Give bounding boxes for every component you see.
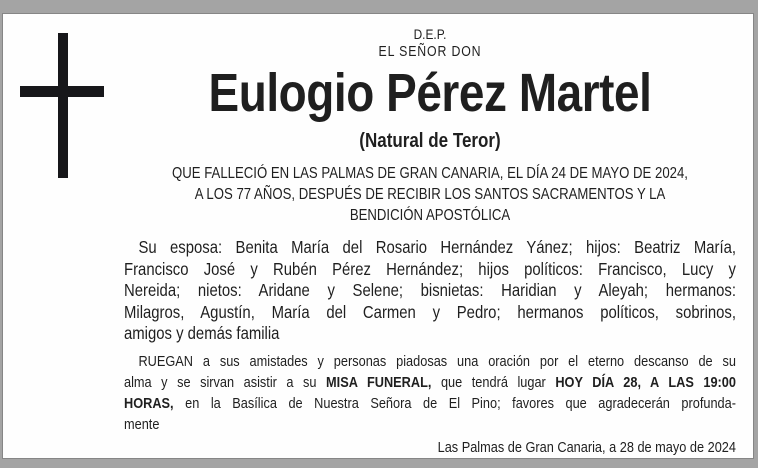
text-line: [124, 163, 736, 184]
notice-text-column: [124, 25, 736, 458]
text-segment: Nereida; nietos: Aridane y Selene; bisnietas: Haridian y Aleyah; hermanos:: [124, 280, 736, 300]
text-segment: Su esposa: Benita María del Rosario Hernández Yánez; hijos: Beatriz María,: [138, 237, 736, 257]
text-line: [124, 372, 736, 393]
cross-horizontal-bar: [20, 86, 104, 97]
text-line: [124, 184, 736, 205]
text-line: [124, 280, 736, 302]
text-line: [124, 237, 736, 259]
cross-icon: [20, 33, 104, 178]
dep-abbreviation: D.E.P.: [413, 26, 447, 42]
text-segment: amigos y demás familia: [124, 323, 280, 343]
bold-text-segment: HOY DÍA 28, A LAS 19:00: [555, 373, 736, 391]
honorific-line: EL SEÑOR DON: [378, 44, 482, 60]
text-segment: en la Basílica de Nuestra Señora de El Pino; favores que agradecerán profunda-: [173, 394, 737, 412]
obituary-card: [2, 13, 754, 459]
text-segment: que tendrá lugar: [431, 373, 556, 391]
plea-paragraph: [124, 351, 736, 435]
closing-place-date: Las Palmas de Gran Canaria, a 28 de mayo de 2024: [437, 438, 736, 456]
text-segment: mente: [124, 415, 160, 433]
cross-vertical-bar: [58, 33, 68, 178]
text-line: [124, 414, 736, 435]
text-line: [124, 393, 736, 414]
text-line: [124, 323, 736, 345]
text-segment: A LOS 77 AÑOS, DESPUÉS DE RECIBIR LOS SANTOS SACRAMENTOS Y LA: [194, 186, 666, 203]
text-line: [124, 351, 736, 372]
bold-text-segment: HORAS,: [124, 394, 174, 412]
text-line: [124, 259, 736, 281]
deceased-name: Eulogio Pérez Martel: [208, 63, 652, 123]
family-paragraph: [124, 237, 736, 345]
text-segment: alma y se sirvan asistir a su: [124, 373, 327, 391]
text-line: [124, 302, 736, 324]
text-segment: Milagros, Agustín, María del Carmen y Pedro; hermanos políticos, sobrinos,: [124, 301, 736, 322]
text-line: [124, 205, 736, 226]
text-segment: QUE FALLECIÓ EN LAS PALMAS DE GRAN CANARIA, EL DÍA 24 DE MAYO DE 2024,: [172, 165, 688, 182]
text-segment: BENDICIÓN APOSTÓLICA: [349, 207, 511, 224]
death-announcement: [124, 163, 736, 226]
text-segment: Francisco José y Rubén Pérez Hernández; hijos políticos: Francisco, Lucy y: [124, 258, 736, 279]
origin-note: (Natural de Teror): [359, 130, 501, 152]
bold-text-segment: MISA FUNERAL,: [326, 373, 432, 391]
text-segment: RUEGAN a sus amistades y personas piadosas una oración por el eterno descanso de su: [138, 352, 736, 370]
